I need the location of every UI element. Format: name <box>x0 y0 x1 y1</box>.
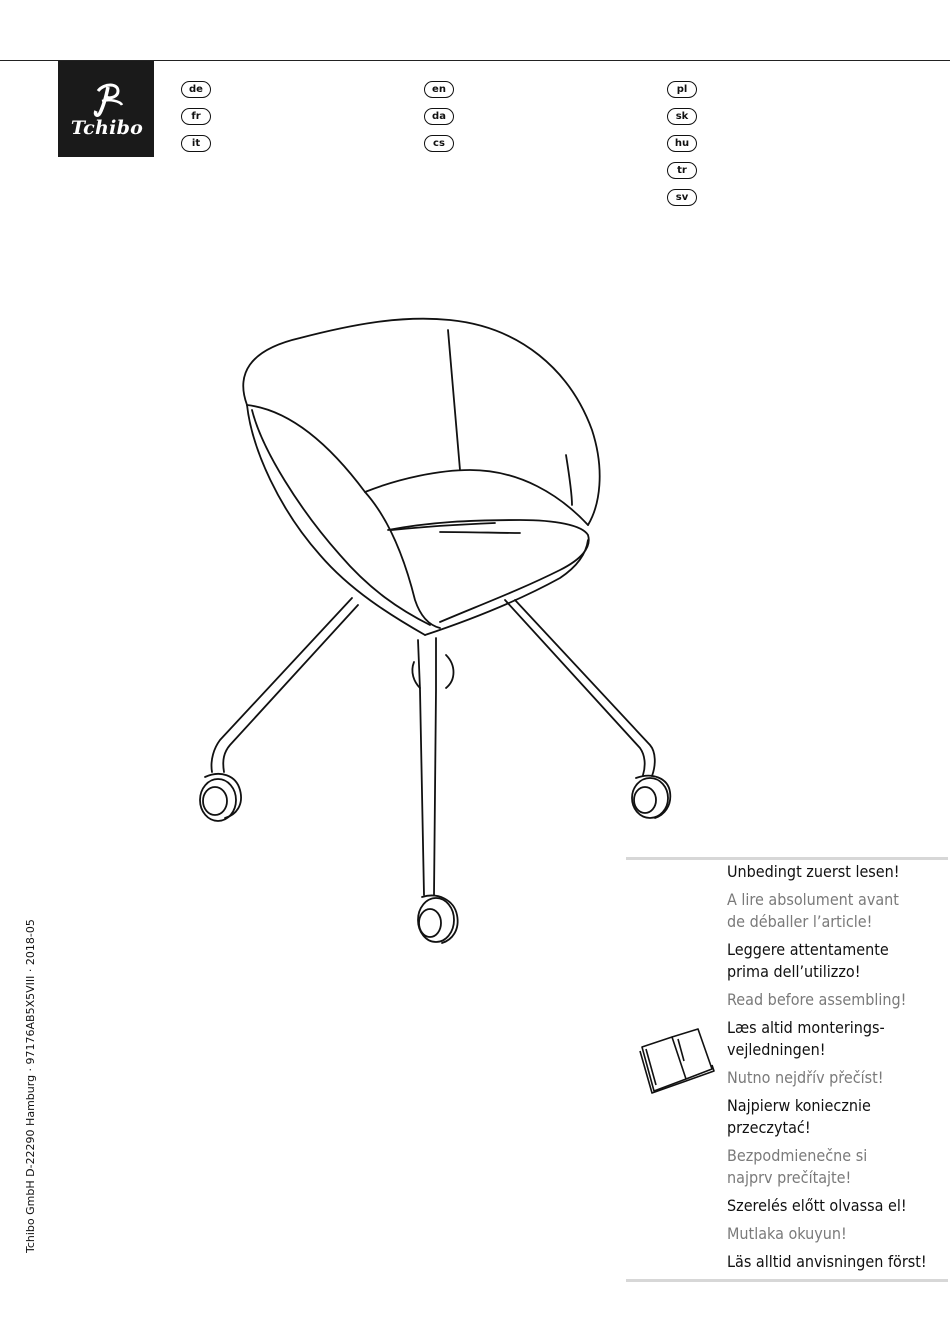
notice-cs: Nutno nejdřív přečíst! <box>727 1068 884 1087</box>
notice-pl: Najpierw koniecznie przeczytać! <box>727 1096 871 1137</box>
lang-badge-da: da <box>424 108 454 125</box>
notice-tr: Mutlaka okuyun! <box>727 1224 847 1243</box>
open-book-icon <box>638 1025 718 1097</box>
footer-imprint: Tchibo GmbH D-22290 Hamburg · 97176AB5X5VIII · 2018-05 <box>24 919 37 1253</box>
lang-badge-sk: sk <box>667 108 697 125</box>
lang-badge-fr: fr <box>181 108 211 125</box>
lang-badge-it: it <box>181 135 211 152</box>
brand-wordmark: Tchibo <box>70 117 144 139</box>
notice-sv: Läs alltid anvisningen först! <box>727 1252 927 1271</box>
lang-badge-de: de <box>181 81 211 98</box>
lang-badge-tr: tr <box>667 162 697 179</box>
notice-hu: Szerelés előtt olvassa el! <box>727 1196 907 1215</box>
tchibo-logo <box>58 61 154 157</box>
lang-badge-cs: cs <box>424 135 454 152</box>
lang-badge-sv: sv <box>667 189 697 206</box>
notice-da: Læs altid monterings-vejledningen! <box>727 1018 885 1059</box>
notice-de: Unbedingt zuerst lesen! <box>727 862 900 881</box>
lang-badge-pl: pl <box>667 81 697 98</box>
notice-sk: Bezpodmienečne si najprv prečítajte! <box>727 1146 868 1187</box>
tchibo-emblem-icon <box>58 61 154 157</box>
lang-badge-en: en <box>424 81 454 98</box>
notice-top-rule <box>626 857 948 860</box>
read-first-notices <box>727 861 947 1273</box>
notice-it: Leggere attentamente prima dell’utilizzo! <box>727 940 889 981</box>
notice-fr: A lire absolument avant de déballer l’article! <box>727 890 899 931</box>
office-chair-illustration <box>180 300 720 960</box>
notice-bottom-rule <box>626 1279 948 1282</box>
lang-badge-hu: hu <box>667 135 697 152</box>
notice-en: Read before assembling! <box>727 990 907 1009</box>
